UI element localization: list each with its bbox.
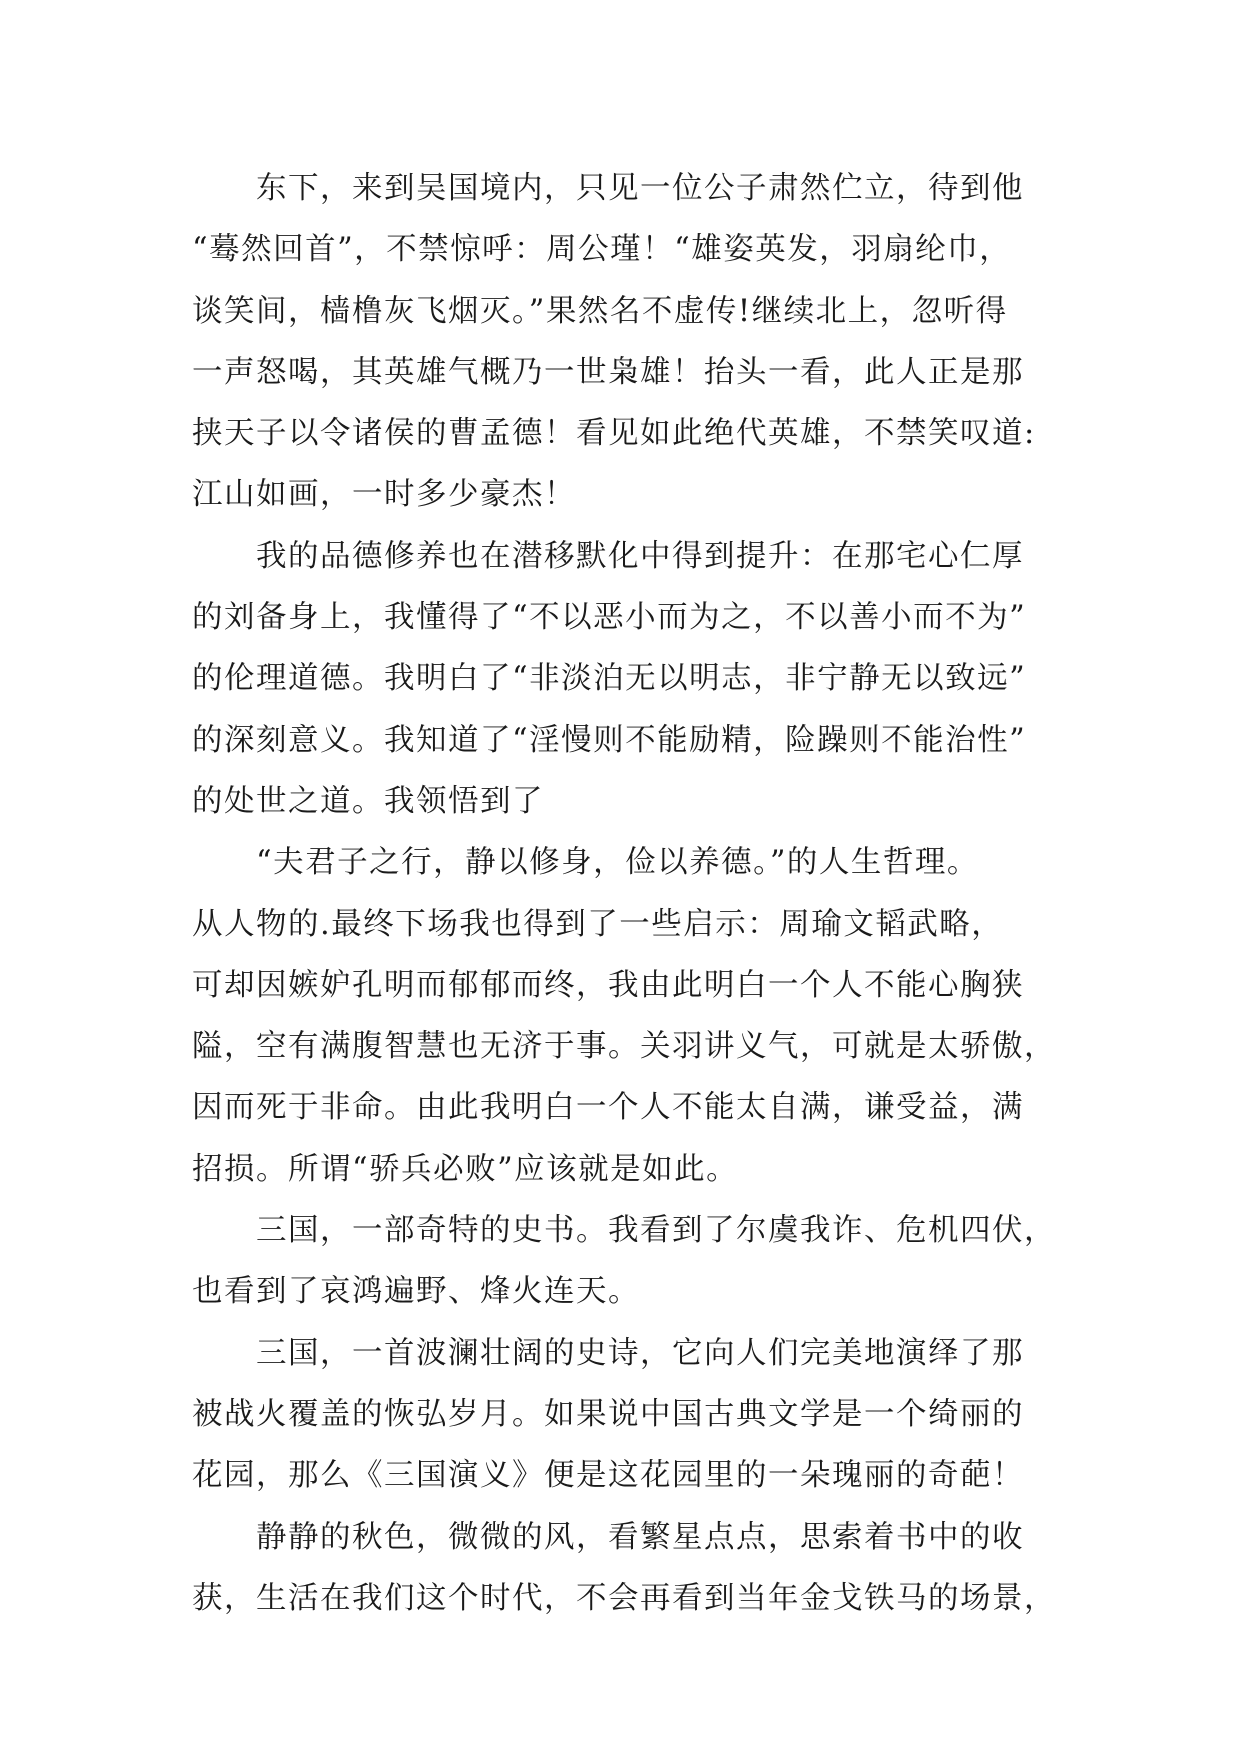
text-line: “夫君子之行，静以修身，俭以养德。”的人生哲理。 [192,845,979,881]
text-line: 一声怒喝，其英雄气概乃一世枭雄！抬头一看，此人正是那 [192,354,1024,390]
text-line: 从人物的.最终下场我也得到了一些启示：周瑜文韬武略， [192,906,1004,942]
text-line: 被战火覆盖的恢弘岁月。如果说中国古典文学是一个绮丽的 [192,1396,1024,1432]
text-line: 三国，一首波澜壮阔的史诗，它向人们完美地演绎了那 [192,1335,1024,1371]
text-line: 也看到了哀鸿遍野、烽火连天。 [192,1274,640,1310]
text-line: 的深刻意义。我知道了“淫慢则不能励精，险躁则不能治性” [192,722,1027,758]
text-line: 可却因嫉妒孔明而郁郁而终，我由此明白一个人不能心胸狭 [192,967,1024,1003]
text-line: 东下，来到吴国境内，只见一位公子肃然伫立，待到他 [192,171,1024,206]
text-line: 的刘备身上，我懂得了“不以恶小而为之，不以善小而不为” [192,600,1027,636]
text-line: 三国，一部奇特的史书。我看到了尔虞我诈、危机四伏， [192,1213,1056,1249]
text-line: 挟天子以令诸侯的曹孟德！看见如此绝代英雄，不禁笑叹道: [192,416,1036,452]
text-line: 因而死于非命。由此我明白一个人不能太自满，谦受益，满 [192,1090,1024,1126]
text-line: 我的品德修养也在潜移默化中得到提升：在那宅心仁厚 [192,538,1024,574]
text-line: 的伦理道德。我明白了“非淡泊无以明志，非宁静无以致远” [192,661,1027,697]
text-line: 获，生活在我们这个时代，不会再看到当年金戈铁马的场景， [192,1580,1056,1616]
body-text [192,158,1072,1629]
text-line: 隘，空有满腹智慧也无济于事。关羽讲义气，可就是太骄傲， [192,1029,1056,1065]
text-line: 江山如画，一时多少豪杰！ [192,477,576,513]
text-line: 花园，那么《三国演义》便是这花园里的一朵瑰丽的奇葩！ [192,1458,1024,1494]
text-line: 招损。所谓“骄兵必败”应该就是如此。 [192,1151,739,1187]
text-line: “蓦然回首”，不禁惊呼：周公瑾！“雄姿英发，羽扇纶巾， [192,232,1012,268]
text-line: 静静的秋色，微微的风，看繁星点点，思索着书中的收 [192,1519,1024,1555]
text-line: 谈笑间，樯橹灰飞烟灭。”果然名不虚传!继续北上，忽听得 [192,293,1008,329]
text-line: 的处世之道。我领悟到了 [192,783,544,819]
